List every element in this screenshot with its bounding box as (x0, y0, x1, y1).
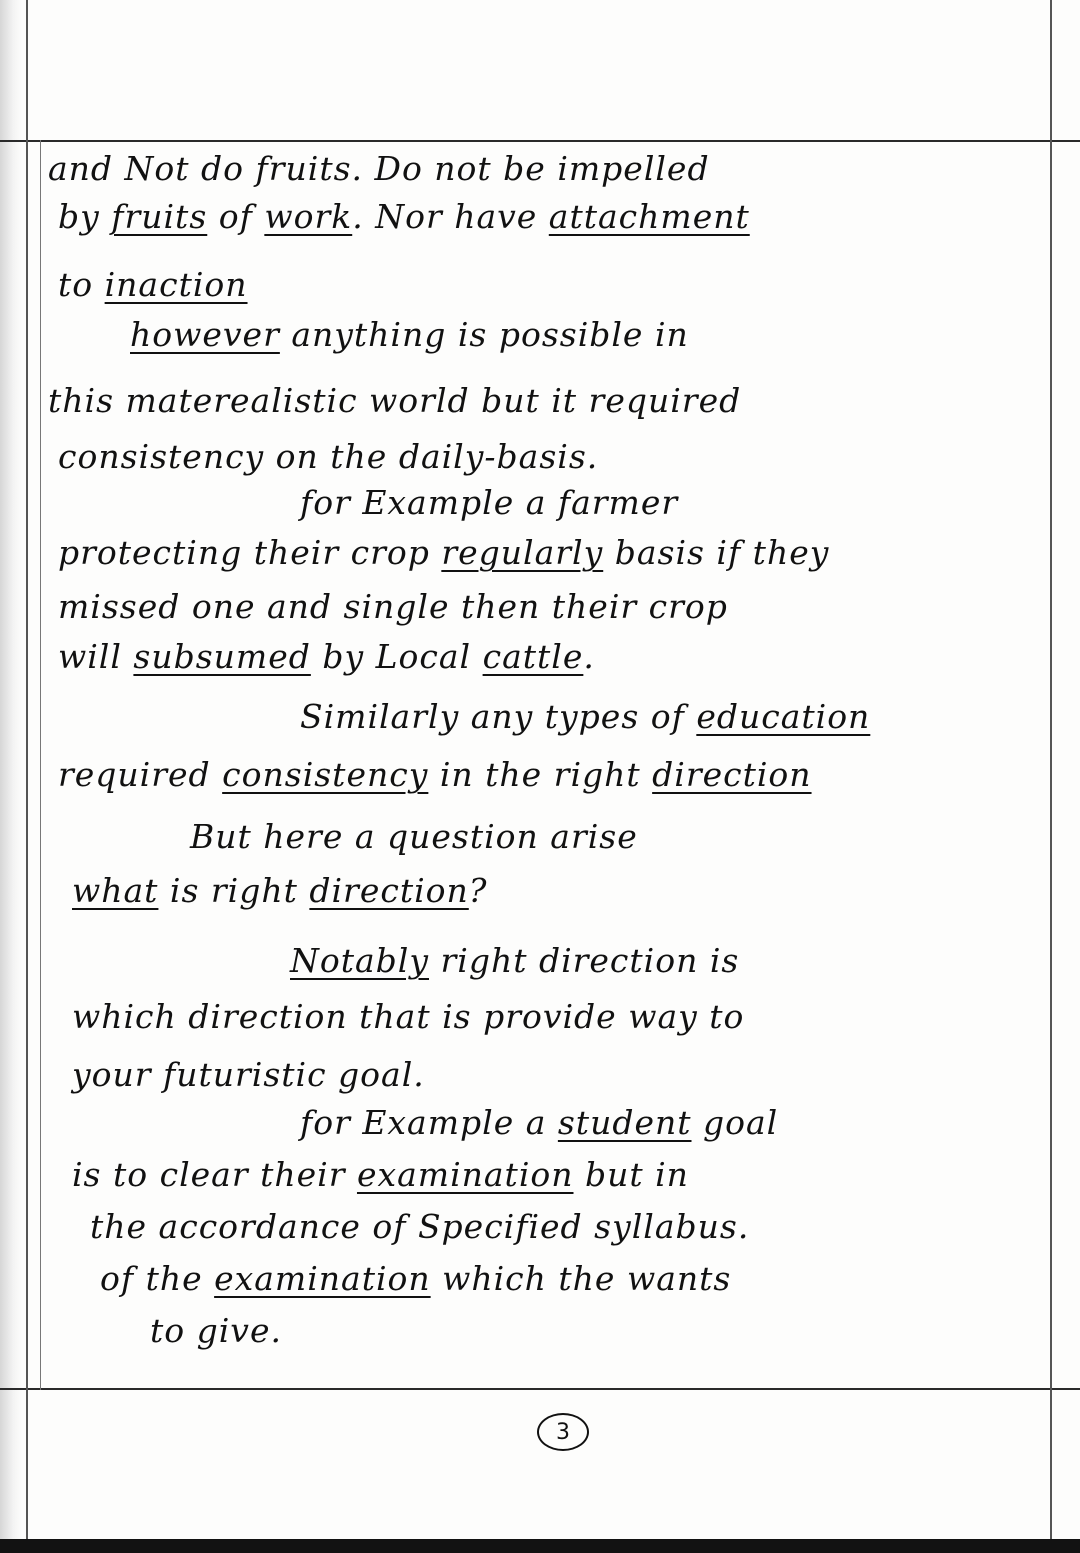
text-segment: this materealistic world but it required (48, 381, 742, 420)
scan-bottom-edge (0, 1539, 1080, 1553)
text-line (58, 265, 248, 304)
underlined-word: work (264, 197, 353, 236)
text-segment: consistency on the daily-basis. (58, 437, 599, 476)
text-segment: which direction that is provide way to (72, 997, 745, 1036)
text-segment: is to clear their (72, 1155, 357, 1194)
text-segment: Similarly any types of (300, 697, 697, 736)
text-segment: which the wants (430, 1259, 732, 1298)
text-line (290, 941, 740, 980)
underlined-word: student (557, 1103, 692, 1142)
left-margin-inner-line (40, 140, 41, 1390)
underlined-word: inaction (104, 265, 248, 304)
text-segment: anything is possible in (279, 315, 689, 354)
text-segment: your futuristic goal. (72, 1055, 425, 1094)
text-segment: goal (691, 1103, 779, 1142)
text-segment: ? (468, 871, 488, 910)
text-line (300, 483, 679, 522)
text-segment: protecting their crop (58, 533, 442, 572)
text-line (58, 197, 750, 236)
text-line (72, 1155, 689, 1194)
right-margin-line (1050, 0, 1052, 1553)
text-line (100, 1259, 732, 1298)
underlined-word: education (696, 697, 871, 736)
text-line (72, 1055, 425, 1094)
underlined-word: Notably (290, 941, 429, 980)
text-segment: is right (158, 871, 310, 910)
text-segment: right direction is (429, 941, 740, 980)
text-line (130, 315, 689, 354)
text-line (58, 437, 599, 476)
text-line (58, 755, 812, 794)
text-segment: for Example a (300, 1103, 558, 1142)
text-line (300, 697, 871, 736)
text-segment: basis if they (603, 533, 830, 572)
underlined-word: attachment (548, 197, 750, 236)
text-segment: will (58, 637, 134, 676)
text-line (58, 587, 728, 626)
text-line (48, 381, 742, 420)
text-line (58, 533, 830, 572)
text-segment: the accordance of Specified syllabus. (90, 1207, 750, 1246)
underlined-word: direction (652, 755, 812, 794)
page-number-badge (537, 1413, 589, 1451)
text-segment: . (583, 637, 595, 676)
underlined-word: direction (309, 871, 469, 910)
underlined-word: fruits (111, 197, 208, 236)
text-segment: of (207, 197, 265, 236)
scan-edge-shadow (0, 0, 22, 1553)
left-margin-line (26, 0, 28, 1553)
text-segment: . Nor have (352, 197, 549, 236)
text-segment: missed one and single then their crop (58, 587, 728, 626)
bottom-margin-line (0, 1388, 1080, 1390)
underlined-word: regularly (441, 533, 604, 572)
text-line (72, 871, 488, 910)
text-segment: to (58, 265, 105, 304)
top-margin-line (0, 140, 1080, 142)
underlined-word: consistency (222, 755, 429, 794)
text-segment: But here a question arise (190, 817, 638, 856)
text-segment: by Local (310, 637, 483, 676)
text-line (48, 149, 710, 188)
text-segment: for Example a farmer (300, 483, 679, 522)
underlined-word: examination (214, 1259, 431, 1298)
text-line (58, 637, 595, 676)
text-line (300, 1103, 779, 1142)
underlined-word: what (72, 871, 159, 910)
text-segment: but in (573, 1155, 689, 1194)
text-segment: required (58, 755, 223, 794)
text-segment: and Not do fruits. Do not be impelled (48, 149, 710, 188)
text-segment: to give. (150, 1311, 282, 1350)
underlined-word: subsumed (133, 637, 311, 676)
underlined-word: cattle (482, 637, 584, 676)
text-segment: of the (100, 1259, 215, 1298)
text-line (150, 1311, 282, 1350)
underlined-word: however (130, 315, 280, 354)
text-segment: by (58, 197, 112, 236)
text-line (190, 817, 638, 856)
page-number: 3 (556, 1419, 570, 1445)
text-line (72, 997, 745, 1036)
text-line (90, 1207, 750, 1246)
text-segment: in the right (428, 755, 653, 794)
underlined-word: examination (356, 1155, 574, 1194)
